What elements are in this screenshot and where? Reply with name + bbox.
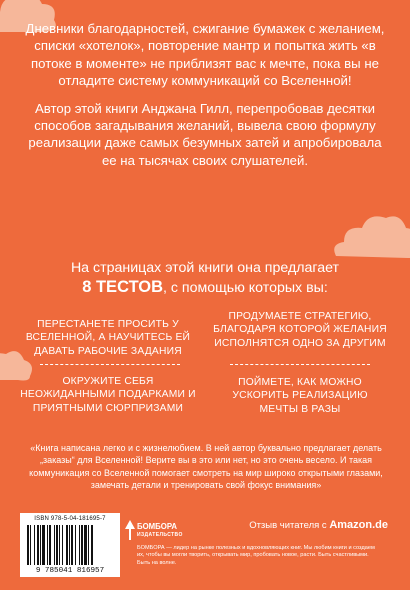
cloud-right-middle [330, 206, 410, 262]
divider-right [230, 364, 370, 365]
intro-text [20, 20, 390, 169]
publisher-sub: ИЗДАТЕЛЬСТВО [137, 532, 183, 538]
barcode [20, 513, 120, 577]
feature-item-3: ОКРУЖИТЕ СЕБЯ НЕОЖИДАННЫМИ ПОДАРКАМИ И ПРИЯТНЫМИ СЮРПРИЗАМИ [20, 376, 196, 414]
divider-left [40, 364, 180, 365]
lead-line-2: , с помощью которых вы: [163, 280, 328, 296]
review-source-prefix: Отзыв читателя с [249, 520, 330, 531]
review-source-site: Amazon.de [329, 519, 388, 531]
publisher-name: БОМБОРА [137, 522, 177, 531]
barcode-bars [25, 525, 115, 565]
lead-line-1: На страницах этой книги она предлагает [70, 260, 340, 276]
reader-review: «Книга написана легко и с жизнелюбием. В ней автор буквально предлагает делать „заказы“ для Вселенной! Верите вы в это или нет, но это очень весело. И такая коммуникация со Вселенной помогает смотреть на мир широко открытыми глазами, замечать детали и тренировать свой фокус внимания» [29, 443, 383, 491]
isbn-number: ISBN 978-5-04-181695-7 [34, 516, 106, 522]
publisher-description: БОМБОРА — лидер на рынке полезных и вдохновляющих книг. Мы любим книги и создаем их, чтобы вы могли творить, открывать мир, пробовать новое, расти. Быть счастливыми. Быть на волне. [137, 545, 375, 566]
feature-item-4: ПОЙМЕТЕ, КАК МОЖНО УСКОРИТЬ РЕАЛИЗАЦИЮ МЕЧТЫ В РАЗЫ [232, 377, 368, 415]
feature-item-2: ПРОДУМАЕТЕ СТРАТЕГИЮ, БЛАГОДАРЯ КОТОРОЙ ЖЕЛАНИЯ ИСПОЛНЯТСЯ ОДНО ЗА ДРУГИМ [213, 311, 387, 349]
barcode-digits: 9 785041 816957 [35, 567, 105, 575]
tests-count: 8 ТЕСТОВ [82, 278, 163, 296]
intro-paragraph-2: Автор этой книги Анджана Гилл, перепробовав десятки способов загадывания желаний, вывела свою формулу реализации даже самых безумных затей и апробировала ее на тысячах своих слушателей. [28, 100, 382, 168]
publisher-logo-icon [124, 520, 136, 540]
tests-lead [20, 259, 390, 298]
publisher-logo [137, 522, 217, 540]
review-source [249, 519, 388, 531]
feature-item-1: ПЕРЕСТАНЕТЕ ПРОСИТЬ У ВСЕЛЕННОЙ, А НАУЧИТЕСЬ ЕЙ ДАВАТЬ РАБОЧИЕ ЗАДАНИЯ [25, 319, 191, 357]
intro-paragraph-1: Дневники благодарностей, сжигание бумажек с желанием, списки «хотелок», повторение мантр и попытка жить «в потоке в моменте» не приблизят вас к мечте, пока вы не отладите систему коммуникаций со Вселенной! [25, 21, 385, 89]
